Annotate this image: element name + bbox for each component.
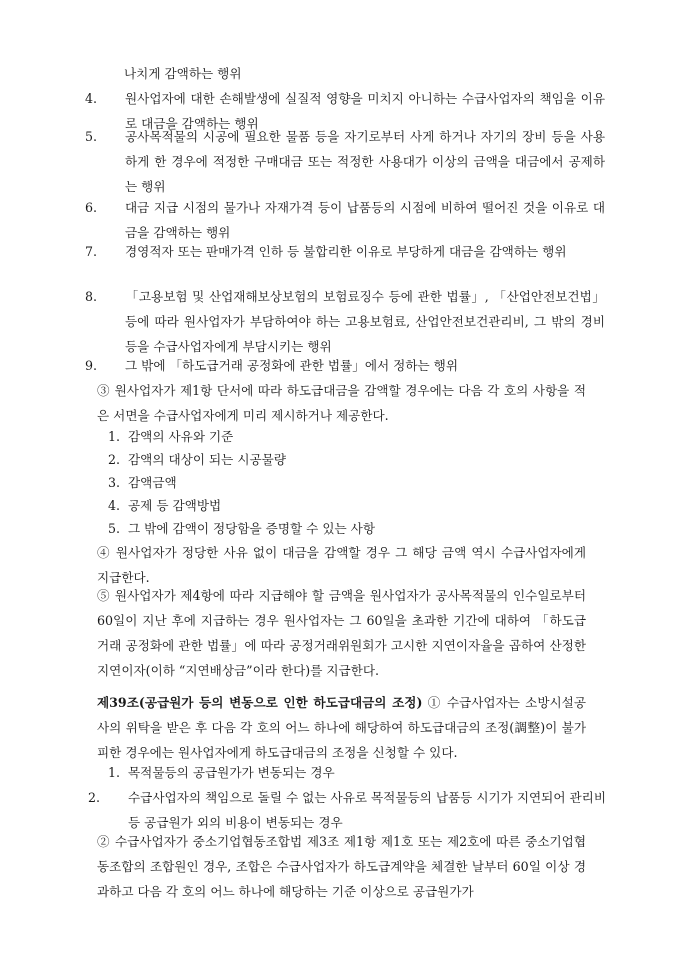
item-text: 공제 등 감액방법 <box>128 498 222 513</box>
article-39 <box>97 690 586 765</box>
paragraph-text: ⑤ 원사업자가 제4항에 따라 지급해야 할 금액을 원사업자가 공사목적물의 인수일로부터 60일이 지난 후에 지급하는 경우 원사업자는 그 60일을 초과한 기간에 대하여 「하도급거래 공정화에 관한 법률」에 따라 공정거래위원회가 고시한 지연이자율을 곱하여 산정한 지연이자(이하 “지연배상금”이라 한다)를 지급한다. <box>97 588 586 678</box>
item-number: 6. <box>85 200 98 215</box>
sub-item <box>108 493 586 518</box>
list-item <box>85 124 605 199</box>
item-text: 수급사업자의 책임으로 돌릴 수 없는 사유로 목적물등의 납품등 시기가 지연되어 관리비 등 공급원가 외의 비용이 변동되는 경우 <box>128 790 606 830</box>
list-item <box>85 195 605 245</box>
item-number: 2. <box>88 790 101 805</box>
item-text: 목적물등의 공급원가가 변동되는 경우 <box>128 765 335 780</box>
paragraph-text: ② 수급사업자가 중소기업협동조합법 제3조 제1항 제1호 또는 제2호에 따른 중소기업협동조합의 조합원인 경우, 조합은 수급사업자가 하도급계약을 체결한 날부터 60일 이상 경과하고 다음 각 호의 어느 하나에 해당하는 기준 이상으로 공급원가가 <box>97 834 586 899</box>
item-text: 감액의 대상이 되는 시공물량 <box>128 452 286 467</box>
sub-item <box>108 470 586 495</box>
paragraph <box>97 583 586 683</box>
item-number: 7. <box>85 244 98 259</box>
sub-item <box>108 516 586 541</box>
paragraph-text: ④ 원사업자가 정당한 사유 없이 대금을 감액할 경우 그 해당 금액 역시 수급사업자에게 지급한다. <box>97 545 586 585</box>
article-title: 제39조(공급원가 등의 변동으로 인한 하도급대금의 조정) <box>97 695 423 710</box>
item-text: 감액의 사유와 기준 <box>128 429 234 444</box>
list-item <box>85 239 605 264</box>
paragraph-text: ① 수급사업자는 소방시설공사의 위탁을 받은 후 다음 각 호의 어느 하나에 해당하여 하도급대금의 조정(調整)이 불가피한 경우에는 원사업자에게 하도급대금의 조정을 신청할 수 있다. <box>97 695 586 760</box>
item-number: 4. <box>108 498 121 513</box>
sub-item <box>88 785 606 835</box>
item-number: 1. <box>108 429 121 444</box>
item-text: 공사목적물의 시공에 필요한 물품 등을 자기로부터 사게 하거나 자기의 장비 등을 사용하게 한 경우에 적정한 구매대금 또는 적정한 사용대가 이상의 금액을 대금에서 공제하는 행위 <box>125 129 605 194</box>
item-number: 8. <box>85 289 98 304</box>
item-text: 대금 지급 시점의 물가나 자재가격 등이 납품등의 시점에 비하여 떨어진 것을 이유로 대금을 감액하는 행위 <box>125 200 605 240</box>
item-number: 1. <box>108 765 121 780</box>
paragraph-text: ③ 원사업자가 제1항 단서에 따라 하도급대금을 감액할 경우에는 다음 각 호의 사항을 적은 서면을 수급사업자에게 미리 제시하거나 제공한다. <box>97 383 586 423</box>
item-number: 5. <box>108 521 121 536</box>
sub-item <box>108 424 586 449</box>
list-item <box>85 284 605 359</box>
item-text: 감액금액 <box>128 475 177 490</box>
paragraph <box>97 378 586 428</box>
item-number: 4. <box>85 91 98 106</box>
item-text: 경영적자 또는 판매가격 인하 등 불합리한 이유로 부당하게 대금을 감액하는 행위 <box>125 244 567 259</box>
item-text: 그 밖에 「하도급거래 공정화에 관한 법률」에서 정하는 행위 <box>125 358 459 373</box>
item-text: 그 밖에 감액이 정당함을 증명할 수 있는 사항 <box>128 521 376 536</box>
list-item <box>85 353 605 378</box>
sub-item <box>108 760 586 785</box>
sub-item <box>108 447 586 472</box>
paragraph <box>97 829 586 904</box>
item-number: 3. <box>108 475 121 490</box>
item-text: 원사업자에 대한 손해발생에 실질적 영향을 미치지 아니하는 수급사업자의 책임을 이유로 대금을 감액하는 행위 <box>125 91 605 131</box>
item-number: 9. <box>85 358 98 373</box>
continuation-line <box>124 61 584 86</box>
item-text: 「고용보험 및 산업재해보상보험의 보험료징수 등에 관한 법률」, 「산업안전보건법」 등에 따라 원사업자가 부담하여야 하는 고용보험료, 산업안전보건관리비, 그 밖의 경비 등을 수급사업자에게 부담시키는 행위 <box>125 289 605 354</box>
item-number: 5. <box>85 129 98 144</box>
item-text: 나치게 감액하는 행위 <box>124 66 242 81</box>
item-number: 2. <box>108 452 121 467</box>
